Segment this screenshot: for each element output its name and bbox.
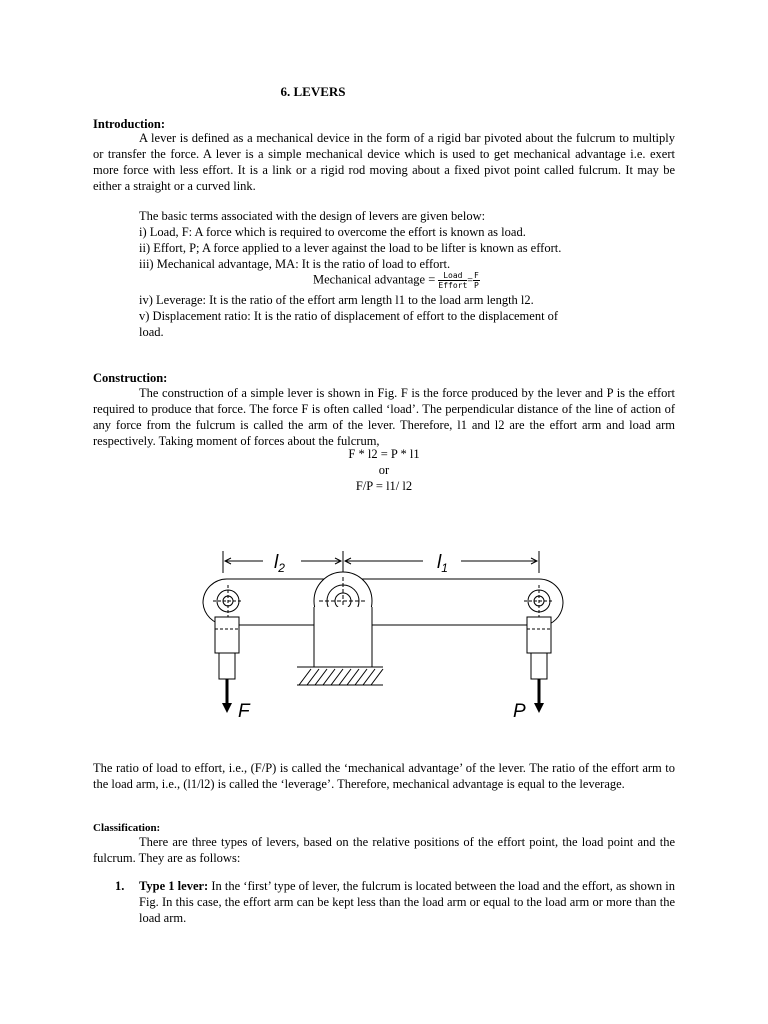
ma-numerator-left: Load [438,271,467,281]
list-item-title: Type 1 lever: [139,879,209,893]
ma-denominator-left: Effort [438,281,468,290]
list-item-text: In the ‘first’ type of lever, the fulcrum is located between the load and the effort, as shown in Fig. In this case, the effort arm can be kept less than the load arm or equal to the load arm or more than the load arm. [139,879,675,925]
list-item-body [139,878,675,926]
equation-or: or [378,463,390,477]
effort-force-arrow [534,679,544,713]
terms-list-continued [139,292,675,340]
term-leverage: iv) Leverage: It is the ratio of the effort arm length l1 to the load arm length l2. [139,293,534,307]
ma-fraction-right [473,271,480,290]
equation-moment: F * l2 = P * l1 [348,447,420,461]
ma-fraction-left [438,271,467,290]
load-link [215,617,239,653]
load-force-arrow [222,679,232,713]
intro-paragraph: A lever is defined as a mechanical device in the form of a rigid bar pivoted about the fulcrum to multiply or transfer the force. A lever is a simple mechanical device which is used to get mechanical advantage i.e. exert more force with less effort. It is a link or a rigid rod moving about a fixed pivot point called fulcrum. It may be either a straight or a curved link. [93,131,675,193]
fulcrum-support [314,607,372,667]
ma-denominator-right: P [473,281,479,290]
label-effort-p: P [513,701,526,722]
construction-heading: Construction: [93,371,168,385]
label-l1: $l_1$ [437,552,448,575]
intro-heading: Introduction: [93,117,166,131]
ratio-paragraph: The ratio of load to effort, i.e., (F/P) is called the ‘mechanical advantage’ of the lever. The ratio of the effort arm to the load arm, i.e., (l1/l2) is called the ‘leverage’. Therefore, mechanical advantage is equal to the leverage. [93,761,675,791]
terms-lead: The basic terms associated with the design of levers are given below: [139,209,486,223]
ma-label: Mechanical advantage = [313,272,436,287]
classification-paragraph: There are three types of levers, based on the relative positions of the effort point, the load point and the fulcrum. They are as follows: [93,835,675,865]
equation-ratio: F/P = l1/ l2 [355,479,413,493]
lever-diagram [195,545,595,725]
term-displacement-ratio: v) Displacement ratio: It is the ratio of displacement of effort to the displacement of [139,309,559,323]
classification-heading: Classification: [93,822,161,834]
ma-numerator-right: F [473,271,479,280]
ma-equation [313,271,480,290]
term-mechanical-advantage: iii) Mechanical advantage, MA: It is the ratio of load to effort. [139,257,451,271]
load-rod [219,653,235,679]
label-l2: $l_2$ [274,552,285,575]
ma-equals: = [467,275,473,287]
page-title: 6. LEVERS [280,84,346,99]
construction-paragraph: The construction of a simple lever is shown in Fig. F is the force produced by the lever and P is the effort required to produce that force. The force F is often called ‘load’. The perpendicular distance of the line of action of any force from the fulcrum is called the arm of the lever. Therefore, l1 and l2 are the effort arm and load arm respectively. Taking moment of forces about the fulcrum, [93,386,675,448]
lever-bar [203,579,563,625]
term-effort: ii) Effort, P; A force applied to a lever against the load to be lifter is known as effort. [139,241,562,255]
term-load: i) Load, F: A force which is required to overcome the effort is known as load. [139,225,526,239]
effort-link [527,617,551,653]
list-item-number: 1. [115,879,125,893]
terms-list [139,208,675,272]
effort-rod [531,653,547,679]
ground-hatching [297,669,383,685]
term-displacement-ratio-cont: load. [139,325,164,339]
label-load-f: F [238,701,250,722]
